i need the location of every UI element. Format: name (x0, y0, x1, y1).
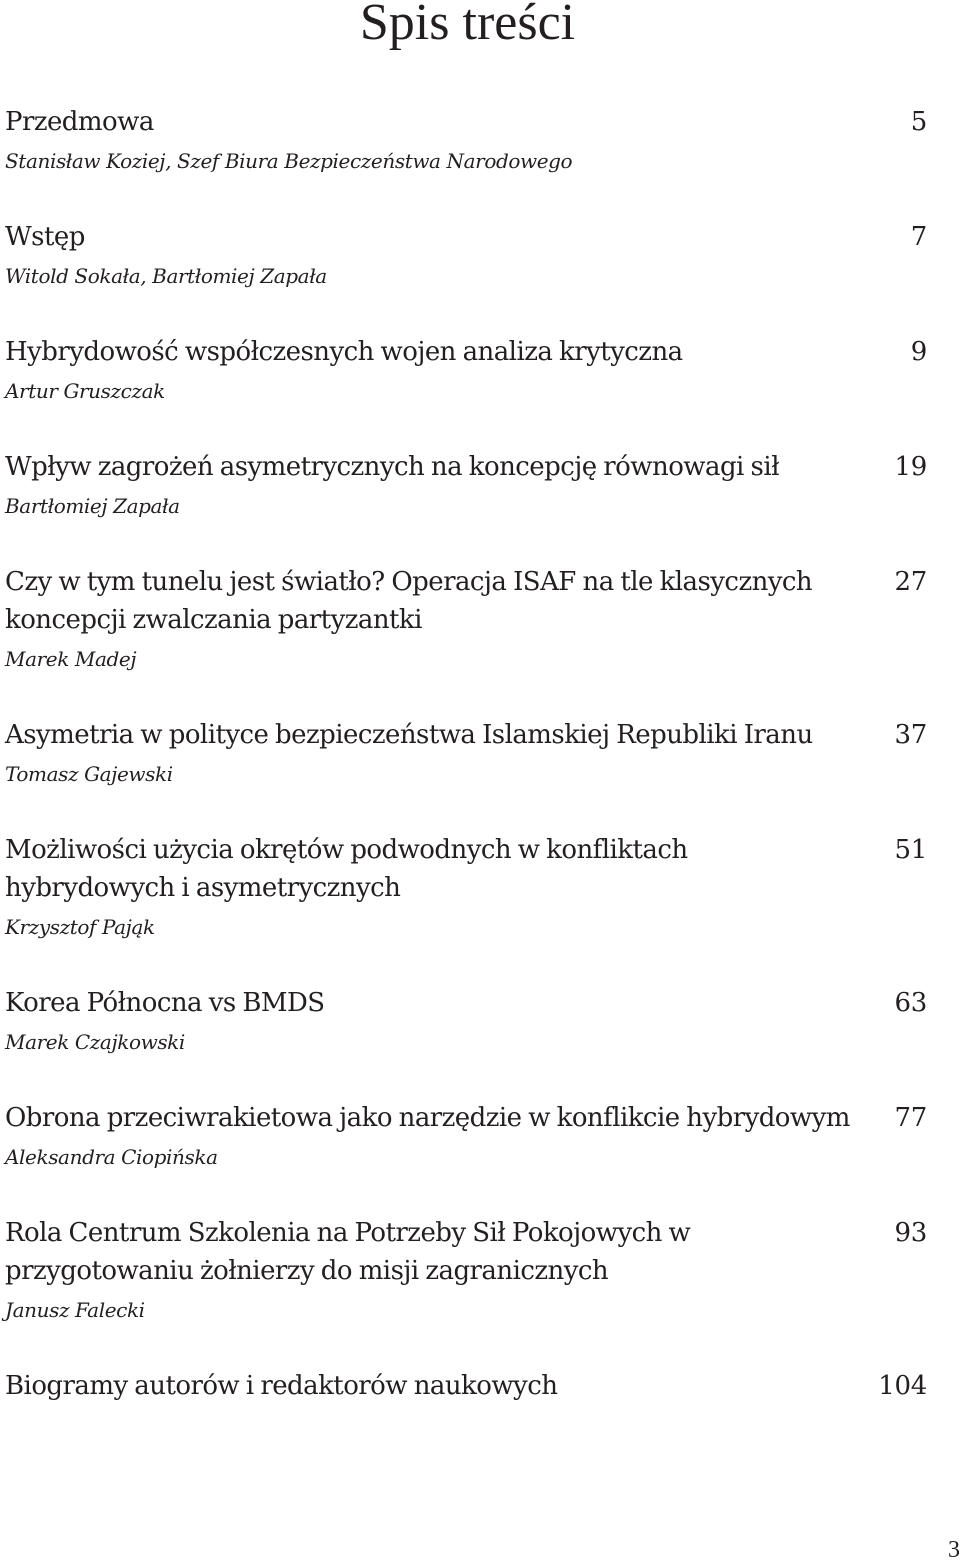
toc-entry-author: Tomasz Gajewski (5, 762, 173, 786)
toc-entry-author: Bartłomiej Zapała (5, 494, 180, 518)
toc-entry (5, 1214, 927, 1330)
toc-entry (5, 1367, 927, 1405)
toc-entry-title: Możliwości użycia okrętów podwodnych w konfliktach hybrydowych i asymetrycznych (5, 835, 688, 903)
page-number: 3 (948, 1537, 960, 1563)
toc-entry-author: Artur Gruszczak (5, 379, 165, 403)
toc-entry (5, 984, 927, 1062)
toc-entry-author: Krzysztof Pająk (5, 915, 155, 939)
toc-entry-title: Wpływ zagrożeń asymetrycznych na koncepcję równowagi sił (5, 452, 779, 482)
toc-entry-title: Asymetria w polityce bezpieczeństwa Islamskiej Republiki Iranu (5, 720, 813, 750)
toc-entry-title: Hybrydowość współczesnych wojen analiza krytyczna (5, 337, 683, 367)
toc-entry-page: 77 (894, 1103, 927, 1133)
table-of-contents (5, 103, 927, 1442)
toc-entry-author: Marek Czajkowski (5, 1030, 185, 1054)
toc-entry-page: 51 (894, 835, 927, 865)
toc-entry-author: Janusz Falecki (5, 1298, 145, 1322)
toc-entry-title: Przedmowa (5, 107, 154, 137)
toc-entry (5, 103, 927, 181)
toc-entry (5, 448, 927, 526)
toc-entry-title: Korea Północna vs BMDS (5, 988, 325, 1018)
toc-entry-page: 5 (910, 107, 927, 137)
toc-entry-author: Aleksandra Ciopińska (5, 1145, 218, 1169)
toc-entry-page: 93 (894, 1218, 927, 1248)
toc-entry-title: Wstęp (5, 222, 85, 252)
page-title: Spis treści (359, 0, 576, 51)
toc-entry-author: Marek Madej (5, 647, 137, 671)
toc-entry-page: 63 (894, 988, 927, 1018)
toc-entry (5, 563, 927, 679)
toc-entry-page: 27 (894, 567, 927, 597)
toc-entry (5, 218, 927, 296)
toc-entry-author: Stanisław Koziej, Szef Biura Bezpieczeństwa Narodowego (5, 149, 573, 173)
toc-entry-title: Rola Centrum Szkolenia na Potrzeby Sił Pokojowych w przygotowaniu żołnierzy do misji zagranicznych (5, 1218, 691, 1286)
toc-entry-page: 104 (878, 1371, 927, 1401)
toc-entry-author: Witold Sokała, Bartłomiej Zapała (5, 264, 327, 288)
toc-entry-title: Biogramy autorów i redaktorów naukowych (5, 1371, 558, 1401)
toc-entry-title: Obrona przeciwrakietowa jako narzędzie w konflikcie hybrydowym (5, 1103, 850, 1133)
toc-entry-page: 7 (910, 222, 927, 252)
toc-entry (5, 716, 927, 794)
toc-entry (5, 1099, 927, 1177)
toc-entry-title: Czy w tym tunelu jest światło? Operacja ISAF na tle klasycznych koncepcji zwalczania partyzantki (5, 567, 813, 635)
toc-entry-page: 9 (910, 337, 927, 367)
toc-entry (5, 831, 927, 947)
toc-entry-page: 19 (894, 452, 927, 482)
toc-entry-page: 37 (894, 720, 927, 750)
toc-entry (5, 333, 927, 411)
